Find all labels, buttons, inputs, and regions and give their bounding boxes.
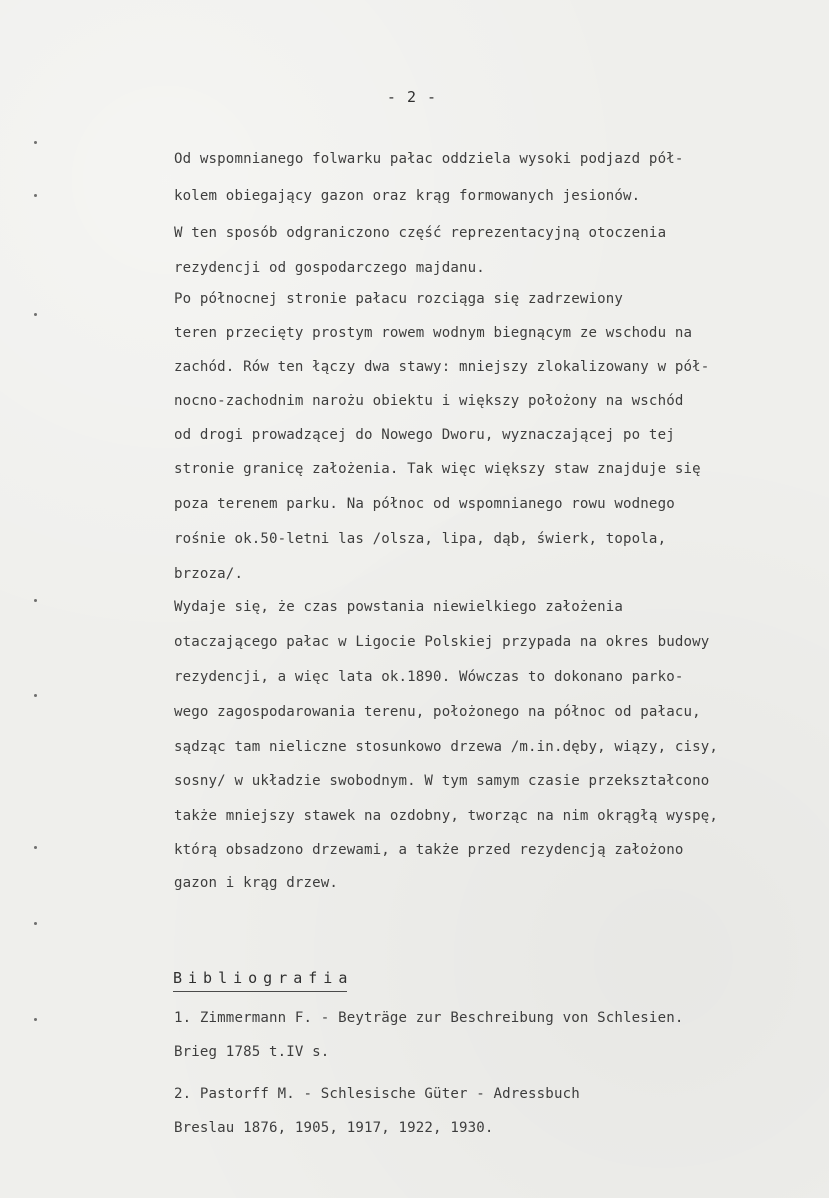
text-line: także mniejszy stawek na ozdobny, tworząc na nim okrągłą wyspę,: [174, 808, 719, 824]
bibliography-entry: 1. Zimmermann F. - Beyträge zur Beschreibung von Schlesien.: [174, 1010, 684, 1026]
text-line: sosny/ w układzie swobodnym. W tym samym czasie przekształcono: [174, 773, 710, 789]
text-line: rezydencji od gospodarczego majdanu.: [174, 260, 485, 276]
text-line: nocno-zachodnim narożu obiektu i większy położony na wschód: [174, 393, 684, 409]
text-line: rośnie ok.50-letni las /olsza, lipa, dąb, świerk, topola,: [174, 531, 667, 547]
bibliography-entry: 2. Pastorff M. - Schlesische Güter - Adressbuch: [174, 1086, 580, 1102]
text-line: W ten sposób odgraniczono część reprezentacyjną otoczenia: [174, 225, 667, 241]
margin-dot: [34, 313, 37, 316]
text-line: brzoza/.: [174, 566, 244, 582]
text-line: kolem obiegający gazon oraz krąg formowanych jesionów.: [174, 188, 641, 204]
text-line: wego zagospodarowania terenu, położonego na północ od pałacu,: [174, 704, 701, 720]
text-line: Po północnej stronie pałacu rozciąga się zadrzewiony: [174, 291, 624, 307]
margin-dot: [34, 141, 37, 144]
text-line: Wydaje się, że czas powstania niewielkiego założenia: [174, 599, 624, 615]
margin-dot: [34, 694, 37, 697]
text-line: zachód. Rów ten łączy dwa stawy: mniejszy zlokalizowany w pół-: [174, 359, 710, 375]
text-line: poza terenem parku. Na północ od wspomnianego rowu wodnego: [174, 496, 675, 512]
margin-dot: [34, 922, 37, 925]
page-number: - 2 -: [386, 88, 438, 106]
text-line: rezydencji, a więc lata ok.1890. Wówczas to dokonano parko-: [174, 669, 684, 685]
bibliography-entry: Brieg 1785 t.IV s.: [174, 1044, 330, 1060]
text-line: teren przecięty prostym rowem wodnym biegnącym ze wschodu na: [174, 325, 693, 341]
text-line: Od wspomnianego folwarku pałac oddziela wysoki podjazd pół-: [174, 151, 684, 167]
margin-dot: [34, 846, 37, 849]
text-line: stronie granicę założenia. Tak więc większy staw znajduje się: [174, 461, 701, 477]
bibliography-heading: Bibliografia: [173, 969, 354, 987]
margin-dot: [34, 1018, 37, 1021]
text-line: otaczającego pałac w Ligocie Polskiej przypada na okres budowy: [174, 634, 710, 650]
text-line: od drogi prowadzącej do Nowego Dworu, wyznaczającej po tej: [174, 427, 675, 443]
margin-dot: [34, 194, 37, 197]
bibliography-entry: Breslau 1876, 1905, 1917, 1922, 1930.: [174, 1120, 494, 1136]
margin-dot: [34, 599, 37, 602]
text-line: sądząc tam nieliczne stosunkowo drzewa /m.in.dęby, wiązy, cisy,: [174, 739, 719, 755]
text-line: gazon i krąg drzew.: [174, 875, 339, 891]
text-line: którą obsadzono drzewami, a także przed rezydencją założono: [174, 842, 684, 858]
